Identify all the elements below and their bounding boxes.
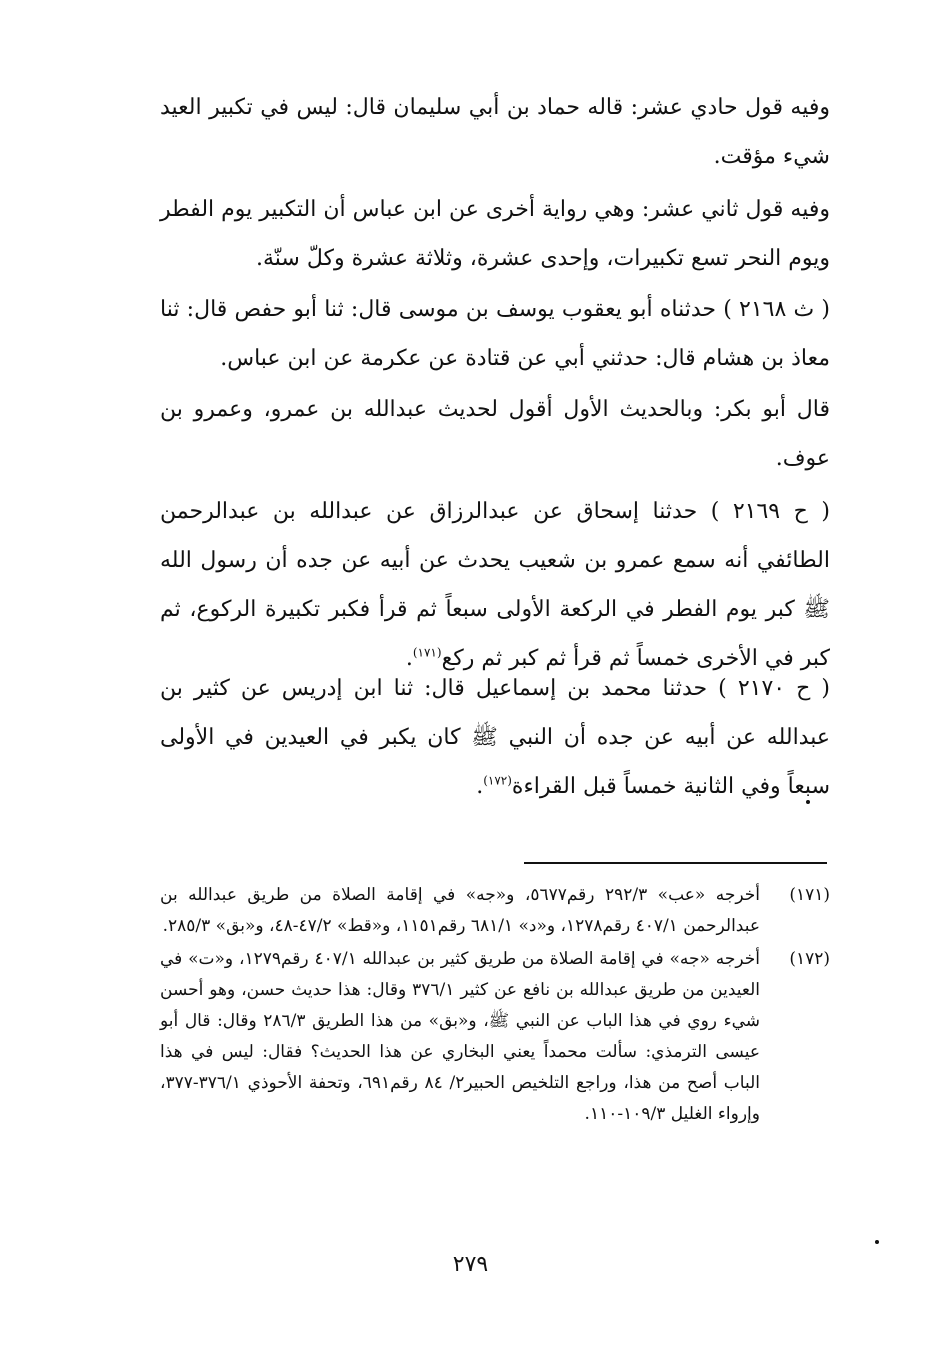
footnotes-section [160,880,830,1132]
scan-speck [875,1240,879,1244]
paragraph-text: قال أبو بكر: وبالحديث الأول أقول لحديث عبدالله بن عمرو، وعمرو بن عوف. [160,397,830,471]
paragraph-text: وفيه قول حادي عشر: قاله حماد بن أبي سليمان قال: ليس في تكبير العيد شيء مؤقت. [160,95,830,169]
hadith-paragraph [160,487,830,683]
footnote [160,880,830,942]
footnote-number: (١٧٢) [789,949,830,969]
main-text-paragraph [160,83,830,181]
hadith-paragraph [160,664,830,811]
paragraph-text: وفيه قول ثاني عشر: وهي رواية أخرى عن ابن عباس أن التكبير يوم الفطر ويوم النحر تسع تكبيرات، وإحدى عشرة، وثلاثة عشرة وكلّ سنّة. [160,197,830,271]
paragraph-text: ( ث ٢١٦٨ ) حدثناه أبو يعقوب يوسف بن موسى قال: ثنا أبو حفص قال: ثنا معاذ بن هشام قال: حدثني أبي عن قتادة عن عكرمة عن ابن عباس. [160,297,831,371]
footnote-reference: (١٧١) [412,645,442,660]
footnote [160,944,830,1130]
scan-speck [806,800,810,804]
footnote-number: (١٧١) [789,885,830,905]
footnote-text: أخرجه «عب» ٢٩٢/٣ رقم٥٦٧٧، و«جه» في إقامة الصلاة من طريق عبدالله بن عبدالرحمن ٤٠٧/١ رقم١٢٧٨، و«د» ٦٨١/١ رقم١١٥١، و«قط» ٤٧/٢-٤٨، و«بق» ٢٨٥/٣. [160,885,761,936]
footnote-separator [524,862,827,864]
paragraph-text: ( ح ٢١٧٠ ) حدثنا محمد بن إسماعيل قال: ثنا ابن إدريس عن كثير بن عبدالله عن أبيه عن جده أن النبي ﷺ كان يكبر في العيدين في الأولى سبعاً وفي الثانية خمساً قبل القراءة$^{(١٧٢)}$. [160,676,830,799]
footnote-text: أخرجه «جه» في إقامة الصلاة من طريق كثير بن عبدالله ٤٠٧/١ رقم١٢٧٩، و«ت» في العيدين من طريق عبدالله بن نافع عن كثير ٣٧٦/١ وقال: هذا حديث حسن، وهو أحسن شيء روي في هذا الباب عن النبي ﷺ، و«بق» من هذا الطريق ٢٨٦/٣ وقال: قال أبو عيسى الترمذي: سألت محمداً يعني البخاري عن هذا الحديث؟ فقال: ليس في هذا الباب أصح من هذا، وراجع التلخيص الحبير٢/ ٨٤ رقم٦٩١، وتحفة الأحوذي ٣٧٦/١-٣٧٧، وإرواء الغليل ١٠٩/٣-١١٠. [160,949,761,1124]
main-text-paragraph [160,385,830,483]
page-number: ٢٧٩ [452,1252,489,1277]
paragraph-text: ( ح ٢١٦٩ ) حدثنا إسحاق عن عبدالرزاق عن عبدالله بن عبدالرحمن الطائفي أنه سمع عمرو بن شعيب يحدث عن أبيه عن جده أن رسول الله ﷺ كبر يوم الفطر في الركعة الأولى سبعاً ثم قرأ فكبر تكبيرة الركوع، ثم كبر في الأخرى خمساً ثم قرأ ثم كبر ثم ركع$^{(١٧١)}$. [160,499,830,671]
main-text-paragraph [160,185,830,283]
footnote-reference: (١٧٢) [483,773,512,788]
hadith-text: ( ح ٢١٦٩ ) حدثنا إسحاق عن عبدالرزاق عن عبدالله بن عبدالرحمن الطائفي أنه سمع عمرو بن شعيب يحدث عن أبيه عن جده أن رسول الله ﷺ كبر يوم الفطر في الركعة الأولى سبعاً ثم قرأ فكبر تكبيرة الركوع، ثم كبر في الأخرى خمساً ثم قرأ ثم كبر ثم ركع [160,499,830,671]
hadith-text: ( ح ٢١٧٠ ) حدثنا محمد بن إسماعيل قال: ثنا ابن إدريس عن كثير بن عبدالله عن أبيه عن جده أن النبي ﷺ كان يكبر في العيدين في الأولى سبعاً وفي الثانية خمساً قبل القراءة [160,676,830,799]
main-text-paragraph [160,285,830,383]
